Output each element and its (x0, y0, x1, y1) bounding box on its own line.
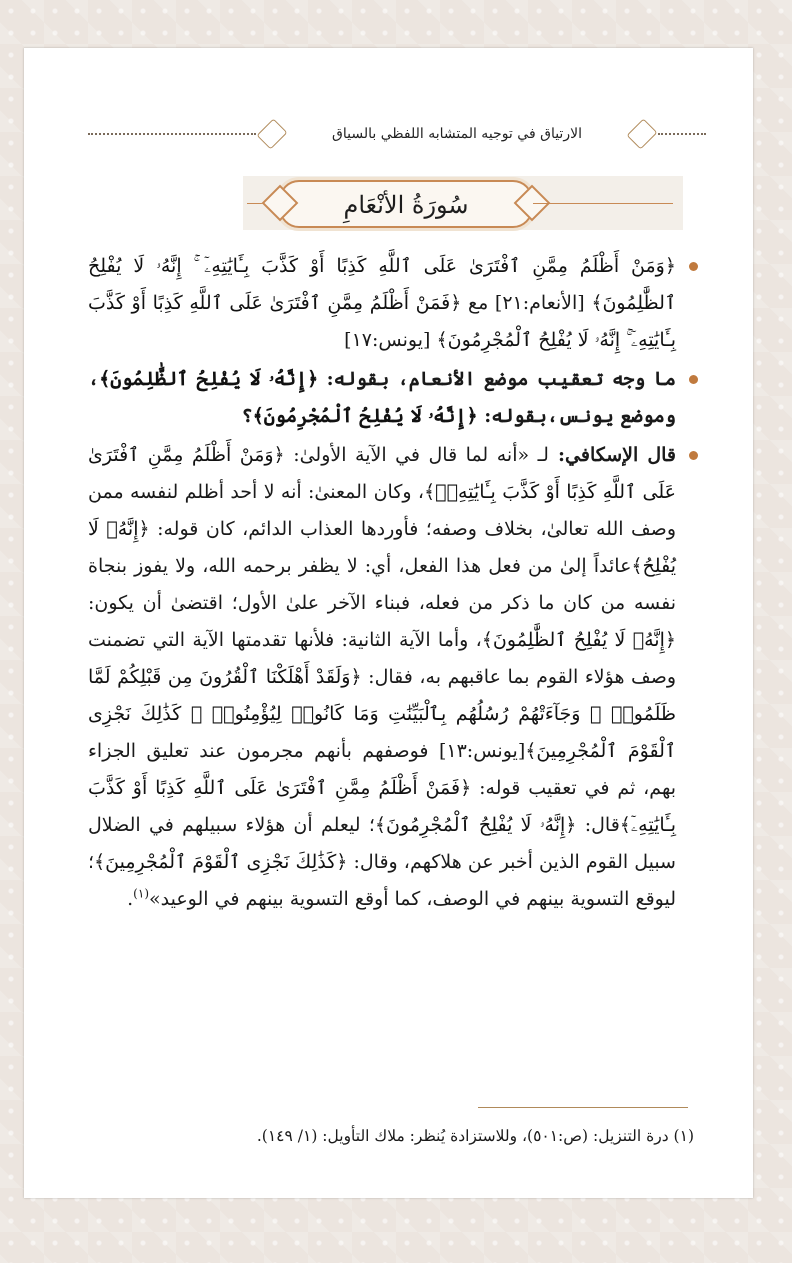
surah-title: سُورَةُ الأنْعَامِ (343, 191, 469, 219)
verse-reference: [يونس:١٧] (344, 329, 437, 351)
question-mark: ؟ (241, 405, 253, 427)
header-dotted-rule-left (88, 133, 256, 135)
footnote-separator (478, 1107, 688, 1108)
body-text: . (127, 888, 134, 910)
footnote: (١) درة التنزيل: (ص:٥٠١)، وللاستزادة يُنظر: ملاك التأويل: (١/ ١٤٩). (256, 1127, 694, 1145)
quran-verse: ﴿إِنَّهُۥ لَا يُفْلِحُ ٱلظَّٰلِمُونَ﴾ (99, 368, 319, 390)
body-text: ، وأما الآية الثانية: فلأنها تقدمتها الآية التي تضمنت وصف هؤلاء القوم بما عاقبهم به، فقال: (88, 629, 676, 688)
quran-verse: ﴿وَمَنْ أَظْلَمُ مِمَّنِ ٱفْتَرَىٰ عَلَى ٱللَّهِ كَذِبًا أَوْ كَذَّبَ بِـَٔايَٰتِهِۦٓ﴾ (88, 444, 676, 503)
quran-verse: ﴿إِنَّهُۥ لَا يُفْلِحُ ٱلْمُجْرِمُونَ﴾ (252, 405, 478, 427)
footnote-marker: (١) (133, 886, 149, 901)
quran-verse: ﴿وَلَقَدْ أَهْلَكْنَا ٱلْقُرُونَ مِن قَبْلِكُمْ لَمَّا ظَلَمُوا۟ ۙ وَجَآءَتْهُمْ رُسُلُهُم بِٱلْبَيِّنَٰتِ وَمَا كَانُوا۟ لِيُؤْمِنُوا۟ ۚ كَذَٰلِكَ نَجْزِى ٱلْقَوْمَ ٱلْمُجْرِمِينَ﴾ (88, 666, 676, 762)
question-text: ، وموضع يونس،بقوله: (88, 368, 676, 427)
question-text: ما وجه تعقيب موضع الأنعام، بقوله: (318, 368, 676, 390)
bullet-icon (689, 375, 698, 384)
body-text: [يونس:١٣] فوصفهم بأنهم مجرمون عند تعليق الجزاء بهم، ثم في تعقيب قوله: (88, 740, 677, 799)
header-dotted-rule-right (658, 133, 706, 135)
header-title-frame (258, 120, 656, 148)
quran-verse: ﴿وَمَنْ أَظْلَمُ مِمَّنِ ٱفْتَرَىٰ عَلَى ٱللَّهِ كَذِبًا أَوْ كَذَّبَ بِـَٔايَٰتِهِۦٓ ۚ إِنَّهُۥ لَا يُفْلِحُ ٱلظَّٰلِمُونَ﴾ (88, 255, 677, 314)
quran-verse: ﴿فَمَنْ أَظْلَمُ مِمَّنِ ٱفْتَرَىٰ عَلَى ٱللَّهِ كَذِبًا أَوْ كَذَّبَ بِـَٔايَٰتِهِۦٓ﴾ (88, 777, 677, 836)
quran-verse: ﴿فَمَنْ أَظْلَمُ مِمَّنِ ٱفْتَرَىٰ عَلَى ٱللَّهِ كَذِبًا أَوْ كَذَّبَ بِـَٔايَٰتِهِۦٓ ۚ إِنَّهُۥ لَا يُفْلِحُ ٱلْمُجْرِمُونَ﴾ (88, 292, 676, 351)
body-text: ؛ ليوقع التسوية بينهم في الوصف، كما أوقع التسوية بينهم في الوعيد» (88, 851, 676, 910)
surah-banner (243, 176, 683, 230)
list-item (88, 361, 700, 435)
surah-cartouche (279, 180, 533, 228)
quran-verse: ﴿إِنَّهُۥ لَا يُفْلِحُ﴾ (88, 518, 676, 577)
running-title: الارتياق في توجيه المتشابه اللفظي بالسياق (332, 126, 582, 142)
list-item (88, 437, 700, 918)
body-text: عائداً إلىٰ من فعل هذا الفعل، أي: لا يظفر برحمه الله، ولا يفوز بنجاة نفسه من كان ما ذكر من فعله، فبناء الآخر علىٰ الأول؛ اقتضىٰ أن يكون: (88, 555, 676, 614)
body-text: قال: (576, 814, 620, 836)
quran-verse: ﴿كَذَٰلِكَ نَجْزِى ٱلْقَوْمَ ٱلْمُجْرِمِينَ﴾ (94, 851, 348, 873)
bullet-icon (689, 451, 698, 460)
ornament-right-icon (626, 118, 657, 149)
body-text: ، وكان المعنىٰ: أنه لا أحد أظلم لنفسه ممن وصف الله تعالىٰ، بخلاف وصفه؛ فأوردها العذاب الدائم، كان قوله: (88, 481, 676, 540)
ornament-left-icon (256, 118, 287, 149)
bullet-icon (689, 262, 698, 271)
main-text (88, 248, 700, 918)
quran-verse: ﴿إِنَّهُۥ لَا يُفْلِحُ ٱلظَّٰلِمُونَ﴾ (481, 629, 676, 651)
banner-rule-right (533, 203, 673, 204)
list-item (88, 248, 700, 359)
running-header (88, 120, 706, 148)
quran-verse: ﴿إِنَّهُۥ لَا يُفْلِحُ ٱلْمُجْرِمُونَ﴾ (374, 814, 577, 836)
body-text: ؛ ليعلم أن هؤلاء سبيلهم في الضلال سبيل القوم الذين أخبر عن هلاكهم، وقال: (88, 814, 676, 873)
verse-reference: [الأنعام:٢١] مع (461, 292, 592, 314)
body-text: لـ «أنه لما قال في الآية الأولىٰ: (284, 444, 549, 466)
author-lead: قال الإسكافي: (548, 444, 677, 466)
